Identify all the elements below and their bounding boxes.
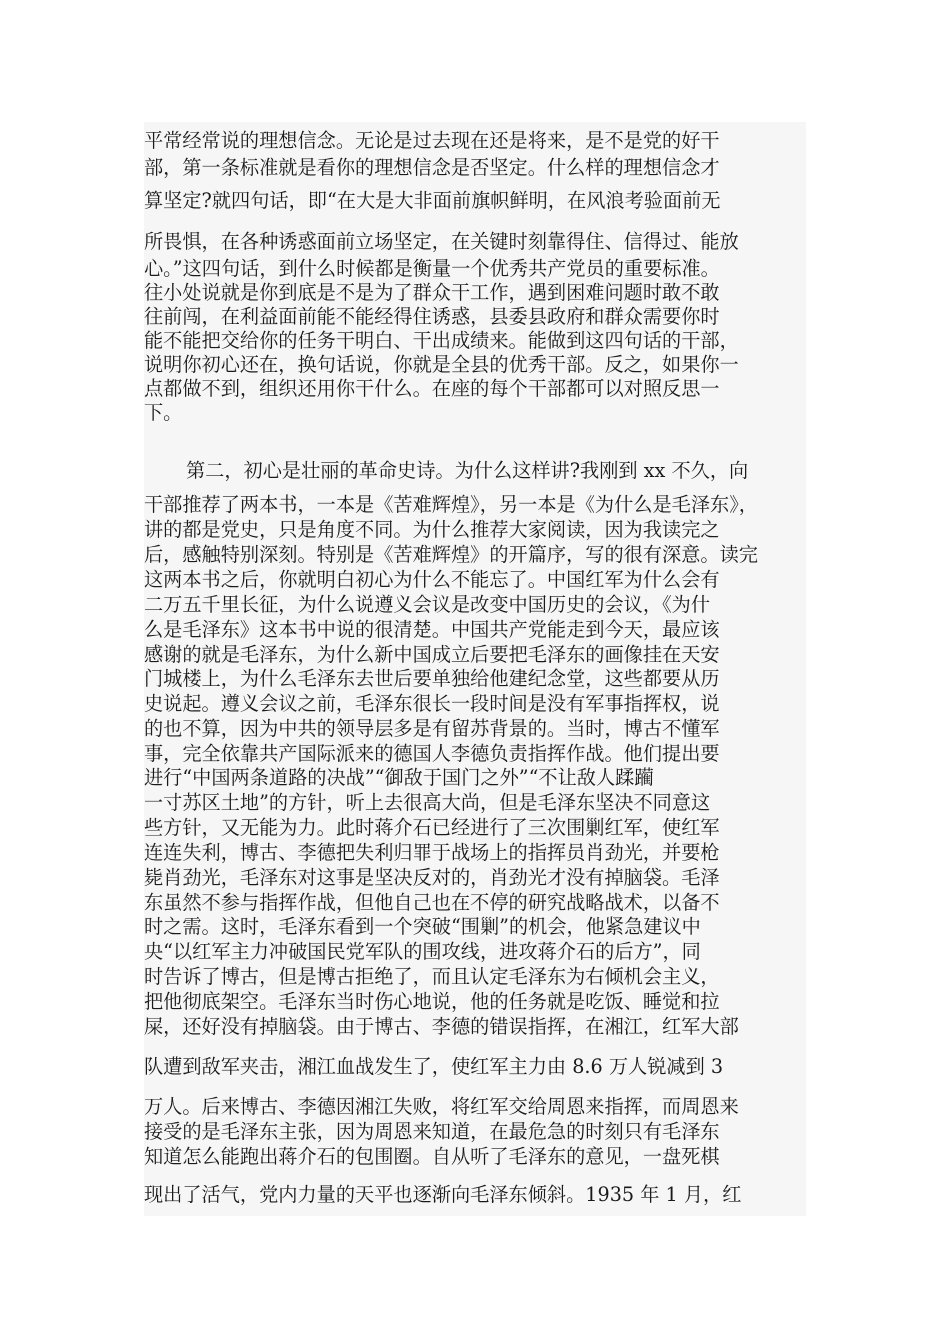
text-line: 的也不算，因为中共的领导层多是有留苏背景的。当时，博古不懂军: [144, 717, 720, 740]
text-line: 时之需。这时，毛泽东看到一个突破“围剿”的机会，他紧急建议中: [144, 915, 701, 938]
text-line: 接受的是毛泽东主张，因为周恩来知道，在最危急的时刻只有毛泽东: [144, 1120, 720, 1143]
text-line: 知道怎么能跑出蒋介石的包围圈。自从听了毛泽东的意见，一盘死棋: [144, 1145, 720, 1168]
text-line: 央“以红军主力冲破国民党军队的围攻线，进攻蒋介石的后方”，同: [144, 940, 701, 963]
text-line: 下。: [144, 401, 183, 424]
text-line: 事，完全依靠共产国际派来的德国人李德负责指挥作战。他们提出要: [144, 742, 720, 765]
text-line: 门城楼上，为什么毛泽东去世后要单独给他建纪念堂，这些都要从历: [144, 667, 720, 690]
text-line: 毙肖劲光，毛泽东对这事是坚决反对的，肖劲光才没有掉脑袋。毛泽: [144, 866, 720, 889]
text-line: 讲的都是党史，只是角度不同。为什么推荐大家阅读，因为我读完之: [144, 518, 720, 541]
text-line: 二万五千里长征，为什么说遵义会议是改变中国历史的会议，《为什: [144, 593, 711, 616]
text-line: 部，第一条标准就是看你的理想信念是否坚定。什么样的理想信念才: [144, 156, 720, 179]
text-line: 第二，初心是壮丽的革命史诗。为什么这样讲?我刚到 xx 不久，向: [186, 459, 749, 482]
text-line: 些方针，又无能为力。此时蒋介石已经进行了三次围剿红军，使红军: [144, 816, 720, 839]
text-line: 后，感触特别深刻。特别是《苦难辉煌》的开篇序，写的很有深意。读完: [144, 543, 758, 566]
text-line: 平常经常说的理想信念。无论是过去现在还是将来，是不是党的好干: [144, 129, 720, 152]
text-line: 屎，还好没有掉脑袋。由于博古、李德的错误指挥，在湘江，红军大部: [144, 1015, 739, 1038]
text-line: 么是毛泽东》这本书中说的很清楚。中国共产党能走到今天，最应该: [144, 618, 720, 641]
text-line: 能不能把交给你的任务干明白、干出成绩来。能做到这四句话的干部，: [144, 329, 739, 352]
text-line: 现出了活气，党内力量的天平也逐渐向毛泽东倾斜。1935 年 1 月，红: [144, 1183, 742, 1206]
text-line: 这两本书之后，你就明白初心为什么不能忘了。中国红军为什么会有: [144, 568, 720, 591]
text-line: 点都做不到，组织还用你干什么。在座的每个干部都可以对照反思一: [144, 377, 720, 400]
text-line: 时告诉了博古，但是博古拒绝了，而且认定毛泽东为右倾机会主义，: [144, 965, 720, 988]
text-line: 算坚定?就四句话，即“在大是大非面前旗帜鲜明，在风浪考验面前无: [144, 189, 721, 212]
text-line: 东虽然不参与指挥作战，但他自己也在不停的研究战略战术，以备不: [144, 891, 720, 914]
text-line: 往小处说就是你到底是不是为了群众干工作，遇到困难问题时敢不敢: [144, 281, 720, 304]
text-line: 把他彻底架空。毛泽东当时伤心地说，他的任务就是吃饭、睡觉和拉: [144, 990, 720, 1013]
text-line: 史说起。遵义会议之前，毛泽东很长一段时间是没有军事指挥权，说: [144, 692, 720, 715]
text-line: 连连失利，博古、李德把失利归罪于战场上的指挥员肖劲光，并要枪: [144, 841, 720, 864]
text-line: 干部推荐了两本书，一本是《苦难辉煌》，另一本是《为什么是毛泽东》，: [144, 493, 758, 516]
text-line: 往前闯，在利益面前能不能经得住诱惑，县委县政府和群众需要你时: [144, 305, 720, 328]
text-line: 万人。后来博古、李德因湘江失败，将红军交给周恩来指挥，而周恩来: [144, 1095, 739, 1118]
text-line: 心。”这四句话，到什么时候都是衡量一个优秀共产党员的重要标准。: [144, 257, 720, 280]
text-line: 所畏惧，在各种诱惑面前立场坚定，在关键时刻靠得住、信得过、能放: [144, 230, 739, 253]
text-line: 一寸苏区土地”的方针，听上去很高大尚，但是毛泽东坚决不同意这: [144, 791, 711, 814]
text-line: 进行“中国两条道路的决战”“御敌于国门之外”“不让敌人蹂躏: [144, 766, 654, 789]
text-line: 队遭到敌军夹击，湘江血战发生了，使红军主力由 8.6 万人锐减到 3: [144, 1055, 724, 1078]
text-line: 感谢的就是毛泽东，为什么新中国成立后要把毛泽东的画像挂在天安: [144, 643, 720, 666]
text-line: 说明你初心还在，换句话说，你就是全县的优秀干部。反之，如果你一: [144, 353, 739, 376]
